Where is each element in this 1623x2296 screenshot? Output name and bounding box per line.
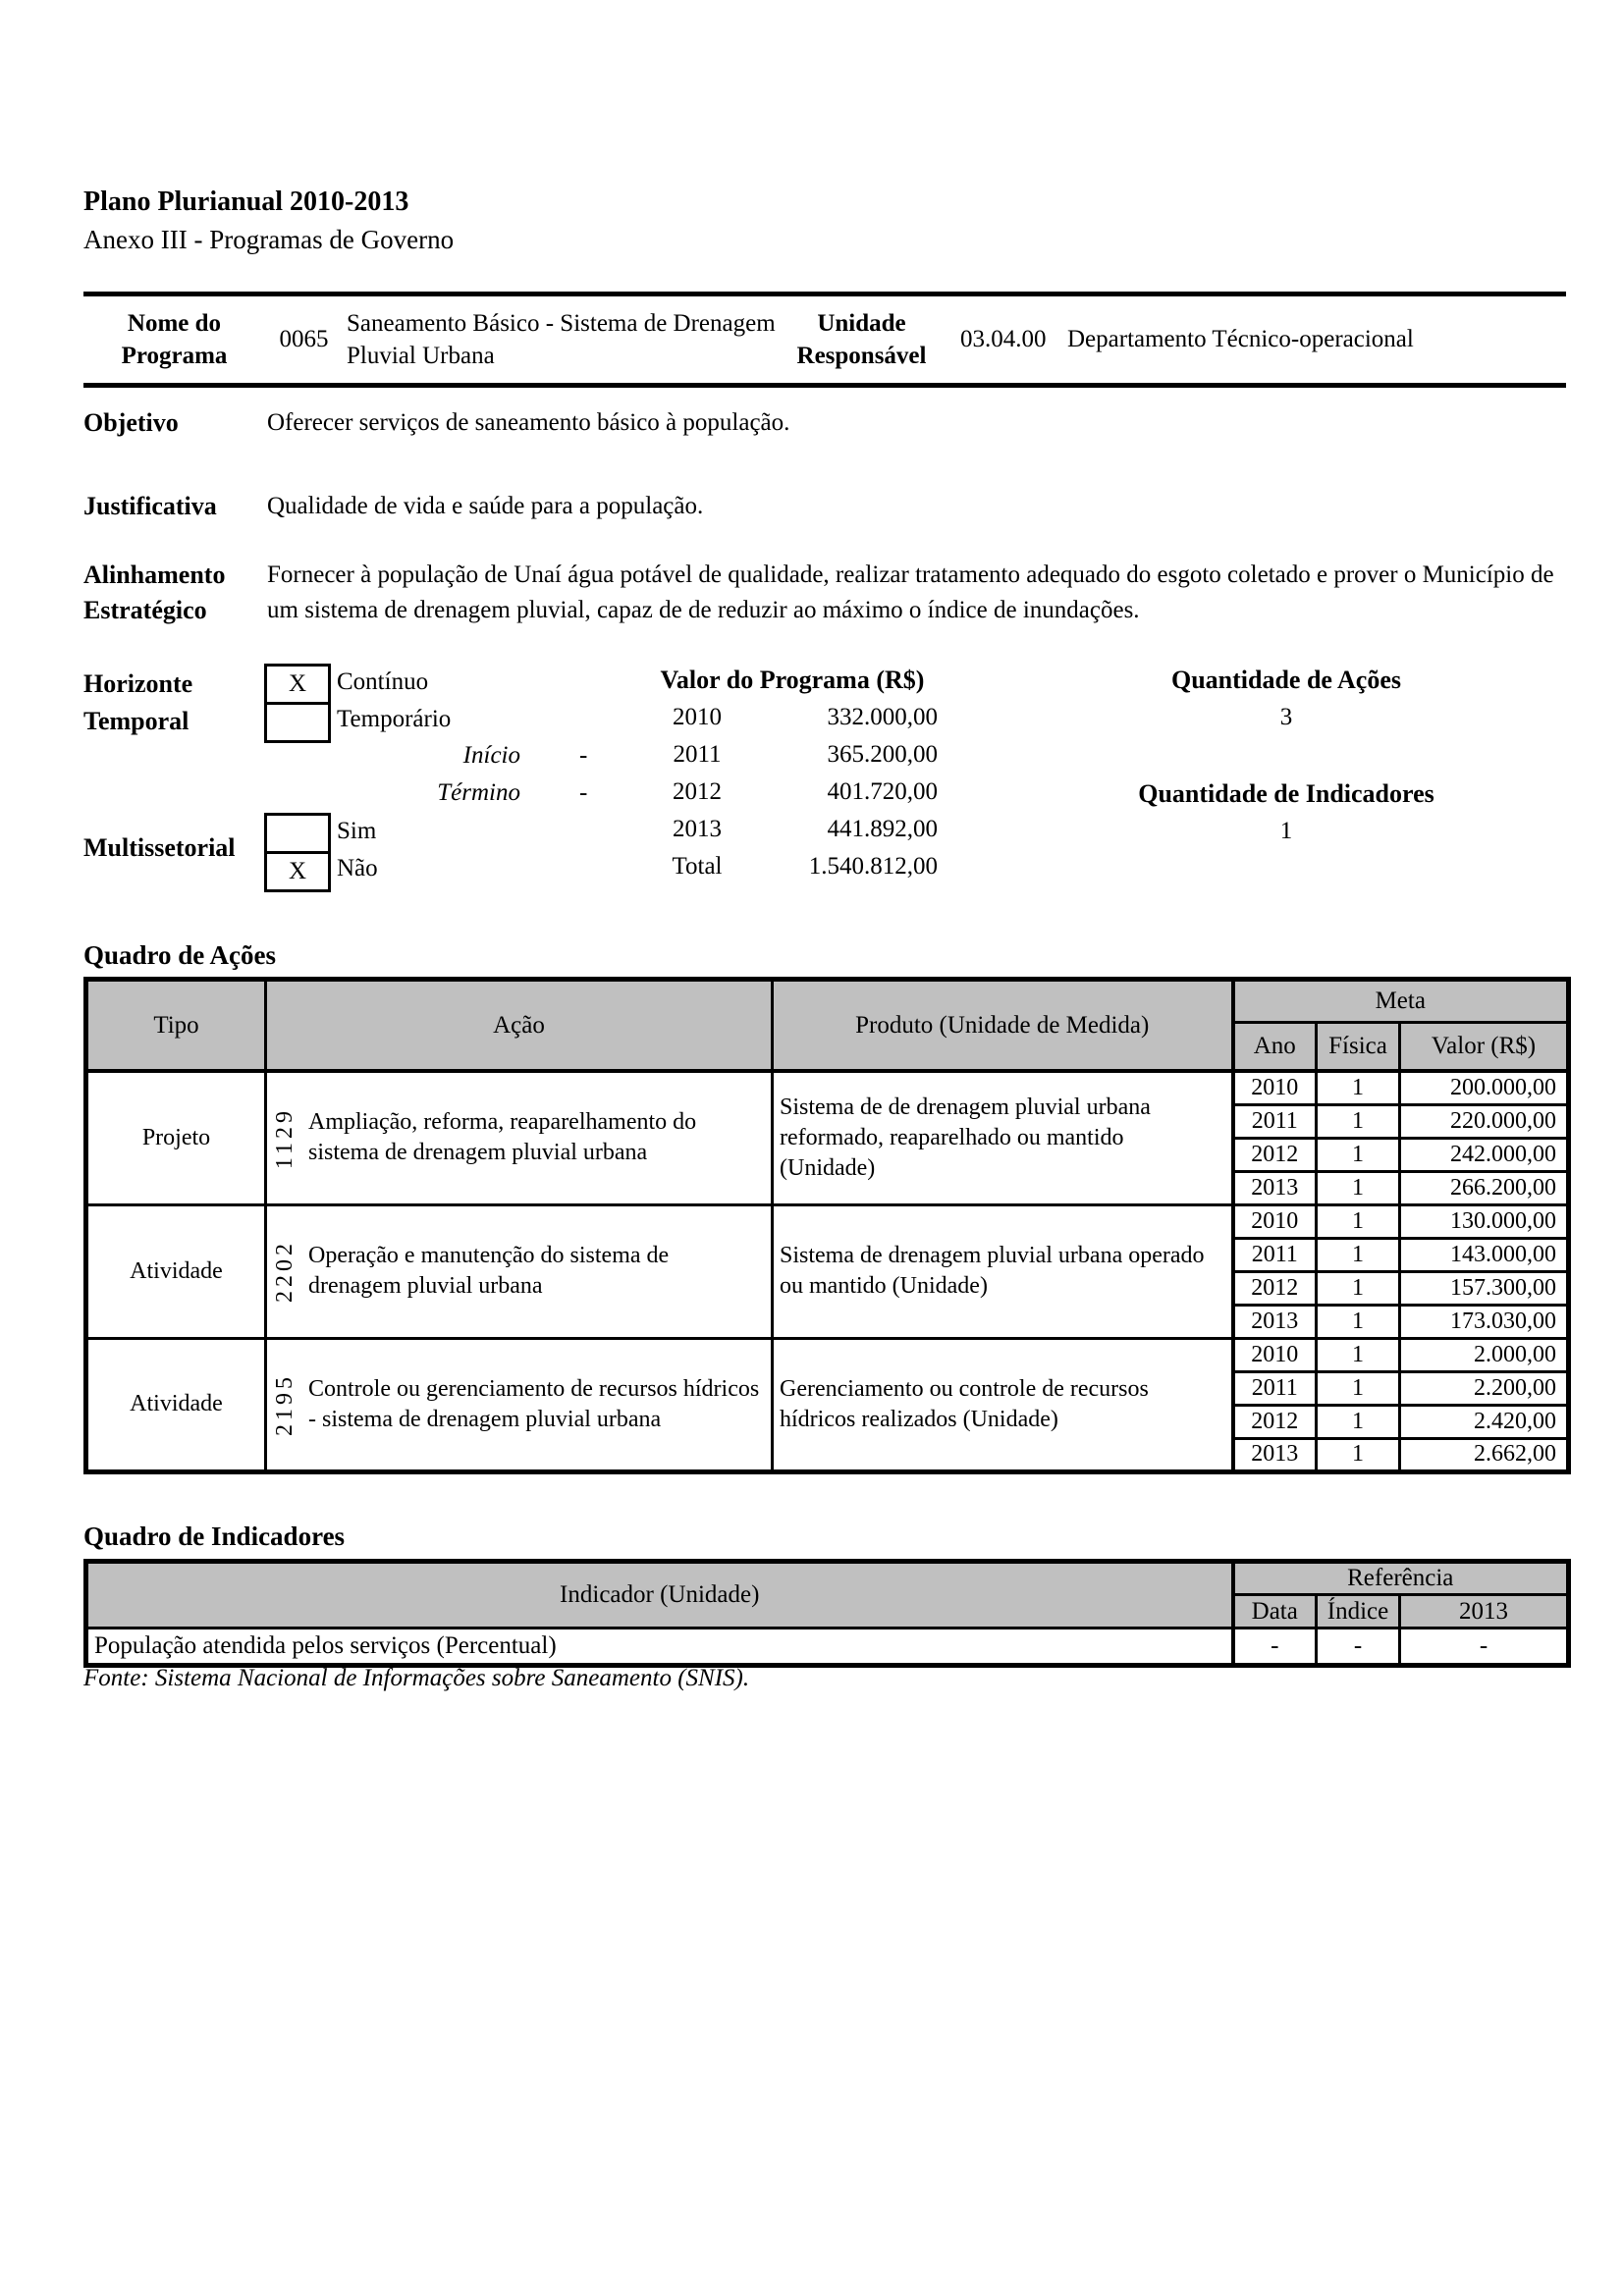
quadro-indicadores-title: Quadro de Indicadores: [83, 1522, 346, 1551]
unit-name: Departamento Técnico-operacional: [1067, 326, 1414, 352]
meta-fisica: 1: [1317, 1171, 1400, 1204]
acao-codigo: 2195: [272, 1372, 298, 1436]
meta-ano: 2011: [1233, 1104, 1317, 1138]
unit-label: Unidade Responsável: [796, 310, 927, 369]
acao-produto: Sistema de de drenagem pluvial urbana reformado, reaparelhado ou mantido (Unidade): [773, 1071, 1233, 1204]
meta-fisica: 1: [1317, 1371, 1400, 1405]
objetivo-label: Objetivo: [83, 408, 179, 437]
acao-row: [86, 1071, 1569, 1104]
indicador-valor-2013: -: [1400, 1629, 1569, 1666]
continuo-check-mark: X: [288, 670, 307, 697]
acao-descricao-cell: [266, 1338, 773, 1471]
meta-valor: 130.000,00: [1400, 1204, 1569, 1238]
quantidade-indicadores-value: 1: [1279, 818, 1293, 844]
meta-fisica: 1: [1317, 1305, 1400, 1338]
acao-descricao: Operação e manutenção do sistema de drenagem pluvial urbana: [308, 1243, 670, 1299]
horizonte-section: [83, 666, 1566, 896]
meta-ano: 2010: [1233, 1204, 1317, 1238]
header-ano: Ano: [1233, 1023, 1317, 1072]
meta-fisica: 1: [1317, 1338, 1400, 1371]
inicio-label: Início: [462, 742, 520, 769]
acao-descricao-cell: [266, 1204, 773, 1338]
valor-programa-ano: 2010: [673, 704, 722, 730]
acao-codigo: 2202: [272, 1240, 298, 1303]
meta-ano: 2011: [1233, 1371, 1317, 1405]
acao-tipo: Atividade: [86, 1338, 266, 1471]
multissetorial-checkboxes: [264, 813, 331, 892]
meta-valor: 2.200,00: [1400, 1371, 1569, 1405]
inicio-value: -: [579, 742, 588, 769]
quantidade-indicadores-label: Quantidade de Indicadores: [1138, 779, 1434, 808]
unit-code: 03.04.00: [960, 326, 1047, 352]
program-name: Saneamento Básico - Sistema de Drenagem Pluvial Urbana: [347, 310, 776, 369]
header-produto: Produto (Unidade de Medida): [773, 980, 1233, 1072]
meta-fisica: 1: [1317, 1071, 1400, 1104]
meta-fisica: 1: [1317, 1271, 1400, 1305]
header-referencia: Referência: [1233, 1562, 1569, 1595]
meta-fisica: 1: [1317, 1438, 1400, 1471]
termino-label: Término: [437, 779, 520, 806]
meta-valor: 266.200,00: [1400, 1171, 1569, 1204]
nao-check-mark: X: [288, 858, 307, 884]
acao-produto: Gerenciamento ou controle de recursos hídricos realizados (Unidade): [773, 1338, 1233, 1471]
header-tipo: Tipo: [86, 980, 266, 1072]
valor-programa-valor: 332.000,00: [827, 704, 938, 730]
header-ano-ref: 2013: [1400, 1595, 1569, 1629]
quadro-indicadores-header: [86, 1562, 1569, 1629]
program-header-band: [83, 292, 1566, 388]
quadro-acoes-title: Quadro de Ações: [83, 940, 277, 970]
horizonte-temporal-label: Horizonte Temporal: [83, 669, 193, 735]
header-indice: Índice: [1317, 1595, 1400, 1629]
meta-valor: 200.000,00: [1400, 1071, 1569, 1104]
meta-fisica: 1: [1317, 1238, 1400, 1271]
horizonte-checkboxes: [264, 664, 331, 743]
meta-ano: 2011: [1233, 1238, 1317, 1271]
meta-valor: 143.000,00: [1400, 1238, 1569, 1271]
multissetorial-label: Multissetorial: [83, 833, 236, 862]
valor-programa-ano: 2011: [673, 741, 722, 768]
sim-checkbox: [264, 813, 331, 854]
meta-valor: 242.000,00: [1400, 1138, 1569, 1171]
quadro-acoes-table: [83, 977, 1571, 1474]
valor-programa-valor: 401.720,00: [827, 778, 938, 805]
meta-ano: 2010: [1233, 1338, 1317, 1371]
header-acao: Ação: [266, 980, 773, 1072]
valor-programa-ano: 2012: [673, 778, 722, 805]
alinhamento-label: Alinhamento Estratégico: [83, 561, 226, 624]
valor-programa-valor: 365.200,00: [827, 741, 938, 768]
sim-label: Sim: [337, 818, 377, 844]
meta-fisica: 1: [1317, 1138, 1400, 1171]
justificativa-text: Qualidade de vida e saúde para a população.: [267, 493, 704, 519]
acao-row: [86, 1338, 1569, 1371]
acao-row: [86, 1204, 1569, 1238]
meta-valor: 173.030,00: [1400, 1305, 1569, 1338]
meta-valor: 2.000,00: [1400, 1338, 1569, 1371]
fonte-note: Fonte: Sistema Nacional de Informações sobre Saneamento (SNIS).: [83, 1665, 750, 1691]
continuo-checkbox: [264, 664, 331, 705]
valor-programa-ano: 2013: [673, 816, 722, 842]
indicador-nome: População atendida pelos serviços (Percentual): [86, 1629, 1233, 1666]
continuo-label: Contínuo: [337, 668, 429, 695]
header-valor: Valor (R$): [1400, 1023, 1569, 1072]
quadro-indicadores-table: [83, 1559, 1571, 1668]
meta-ano: 2013: [1233, 1305, 1317, 1338]
acao-descricao-cell: [266, 1071, 773, 1204]
header-fisica: Física: [1317, 1023, 1400, 1072]
meta-ano: 2012: [1233, 1138, 1317, 1171]
justificativa-label: Justificativa: [83, 492, 217, 520]
program-code: 0065: [279, 326, 329, 352]
meta-fisica: 1: [1317, 1405, 1400, 1438]
valor-programa-valor: 441.892,00: [827, 816, 938, 842]
meta-fisica: 1: [1317, 1104, 1400, 1138]
meta-valor: 2.420,00: [1400, 1405, 1569, 1438]
valor-programa-total-label: Total: [672, 853, 723, 880]
acao-descricao: Controle ou gerenciamento de recursos hídricos - sistema de drenagem pluvial urbana: [308, 1375, 760, 1432]
indicador-indice: -: [1317, 1629, 1400, 1666]
termino-value: -: [579, 779, 588, 806]
temporario-label: Temporário: [337, 706, 452, 732]
acao-tipo: Atividade: [86, 1204, 266, 1338]
acao-descricao: Ampliação, reforma, reaparelhamento do sistema de drenagem pluvial urbana: [308, 1109, 697, 1166]
meta-ano: 2010: [1233, 1071, 1317, 1104]
meta-ano: 2012: [1233, 1405, 1317, 1438]
meta-valor: 157.300,00: [1400, 1271, 1569, 1305]
nao-checkbox: [264, 851, 331, 892]
header-meta: Meta: [1233, 980, 1569, 1023]
meta-ano: 2013: [1233, 1438, 1317, 1471]
meta-fisica: 1: [1317, 1204, 1400, 1238]
acao-tipo: Projeto: [86, 1071, 266, 1204]
valor-programa-total-valor: 1.540.812,00: [808, 853, 938, 880]
alinhamento-text: Fornecer à população de Unaí água potável de qualidade, realizar tratamento adequado do esgoto coletado e prover o Município de um sistema de drenagem pluvial, capaz de de reduzir ao máximo o índice de inundações.: [267, 561, 1554, 623]
meta-valor: 220.000,00: [1400, 1104, 1569, 1138]
indicador-data: -: [1233, 1629, 1317, 1666]
indicador-row: [86, 1629, 1569, 1666]
nao-label: Não: [337, 855, 378, 881]
header-indicador: Indicador (Unidade): [86, 1562, 1233, 1629]
quadro-acoes-header: [86, 980, 1569, 1072]
meta-ano: 2012: [1233, 1271, 1317, 1305]
acao-codigo: 1129: [272, 1106, 298, 1169]
doc-subtitle: Anexo III - Programas de Governo: [83, 225, 455, 254]
meta-ano: 2013: [1233, 1171, 1317, 1204]
program-name-label: Nome do Programa: [121, 310, 228, 369]
header-data: Data: [1233, 1595, 1317, 1629]
quantidade-acoes-label: Quantidade de Ações: [1170, 666, 1402, 694]
quantidade-acoes-value: 3: [1279, 704, 1293, 730]
temporario-checkbox: [264, 702, 331, 743]
doc-title: Plano Plurianual 2010-2013: [83, 187, 409, 217]
valor-programa-title: Valor do Programa (R$): [660, 666, 925, 694]
objetivo-text: Oferecer serviços de saneamento básico à população.: [267, 409, 790, 436]
acao-produto: Sistema de drenagem pluvial urbana operado ou mantido (Unidade): [773, 1204, 1233, 1338]
meta-valor: 2.662,00: [1400, 1438, 1569, 1471]
